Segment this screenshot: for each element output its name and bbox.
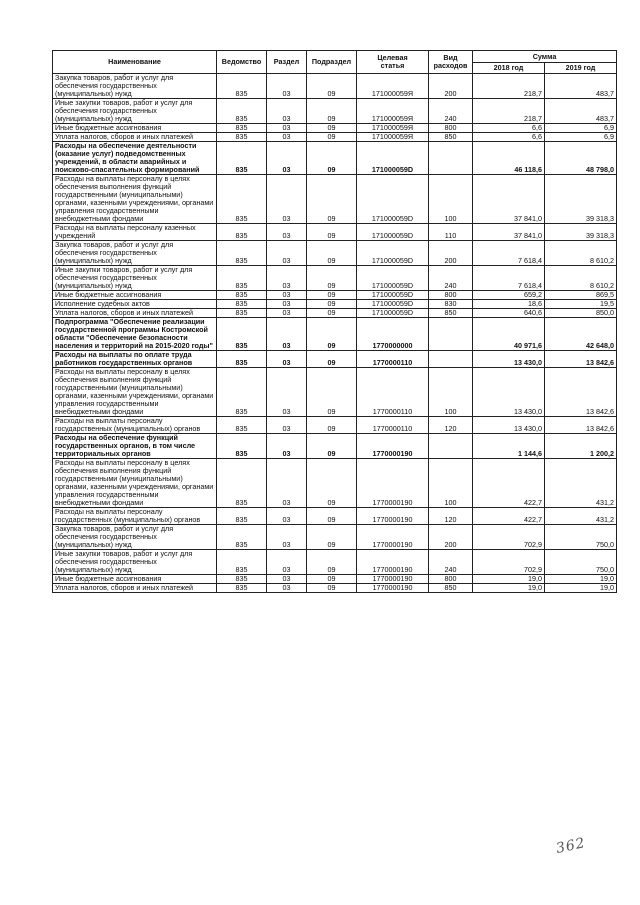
cell-vid: 830 [429, 300, 473, 309]
cell-s1: 6,6 [473, 133, 545, 142]
cell-razd: 03 [267, 508, 307, 525]
table-row [53, 417, 617, 434]
cell-podr: 09 [307, 550, 357, 575]
cell-podr: 09 [307, 417, 357, 434]
cell-name: Подпрограмма "Обеспечение реализации государственной программы Костромской области "Обеспечение безопасности населения и территорий на 2015-2020 годы" [53, 318, 217, 351]
cell-vid: 200 [429, 241, 473, 266]
cell-razd: 03 [267, 575, 307, 584]
header-summa: Сумма [473, 51, 617, 63]
cell-podr: 09 [307, 351, 357, 368]
table-row [53, 309, 617, 318]
cell-vid: 800 [429, 124, 473, 133]
cell-name: Иные бюджетные ассигнования [53, 124, 217, 133]
cell-razd: 03 [267, 74, 307, 99]
cell-name: Исполнение судебных актов [53, 300, 217, 309]
cell-ved: 835 [217, 417, 267, 434]
cell-ved: 835 [217, 224, 267, 241]
cell-razd: 03 [267, 300, 307, 309]
table-row [53, 550, 617, 575]
cell-vid: 120 [429, 417, 473, 434]
table-row [53, 142, 617, 175]
cell-podr: 09 [307, 309, 357, 318]
cell-s1: 218,7 [473, 99, 545, 124]
header-vid-line1: Вид [443, 53, 458, 62]
cell-s1: 13 430,0 [473, 368, 545, 417]
cell-ved: 835 [217, 300, 267, 309]
cell-name: Закупка товаров, работ и услуг для обеспечения государственных (муниципальных) нужд [53, 241, 217, 266]
cell-cel: 1770000190 [357, 550, 429, 575]
cell-cel: 1770000190 [357, 459, 429, 508]
cell-cel: 171000059D [357, 309, 429, 318]
cell-name: Уплата налогов, сборов и иных платежей [53, 133, 217, 142]
cell-s1: 659,2 [473, 291, 545, 300]
cell-s1: 1 144,6 [473, 434, 545, 459]
cell-ved: 835 [217, 142, 267, 175]
cell-name: Иные бюджетные ассигнования [53, 291, 217, 300]
cell-razd: 03 [267, 124, 307, 133]
cell-s1: 640,6 [473, 309, 545, 318]
cell-podr: 09 [307, 142, 357, 175]
table-row [53, 241, 617, 266]
cell-name: Расходы на выплаты по оплате труда работников государственных органов [53, 351, 217, 368]
cell-vid: 100 [429, 368, 473, 417]
cell-s2: 39 318,3 [545, 175, 617, 224]
header-celevaya-line2: статья [380, 61, 405, 70]
cell-ved: 835 [217, 508, 267, 525]
cell-name: Расходы на выплаты персоналу в целях обеспечения выполнения функций государственными (муниципальными) органами, казенными учреждениями, органами управления государственными внебюджетными фондами [53, 459, 217, 508]
cell-ved: 835 [217, 351, 267, 368]
cell-s2: 42 648,0 [545, 318, 617, 351]
table-row [53, 74, 617, 99]
cell-name: Расходы на выплаты персоналу казенных учреждений [53, 224, 217, 241]
cell-cel: 1770000000 [357, 318, 429, 351]
cell-podr: 09 [307, 266, 357, 291]
header-year2: 2019 год [545, 63, 617, 74]
cell-name: Закупка товаров, работ и услуг для обеспечения государственных (муниципальных) нужд [53, 525, 217, 550]
cell-vid [429, 351, 473, 368]
table-row [53, 525, 617, 550]
cell-cel: 1770000190 [357, 584, 429, 593]
cell-razd: 03 [267, 241, 307, 266]
cell-ved: 835 [217, 291, 267, 300]
cell-s2: 431,2 [545, 459, 617, 508]
header-celevaya-line1: Целевая [377, 53, 408, 62]
table-row [53, 351, 617, 368]
cell-podr: 09 [307, 508, 357, 525]
table-row [53, 224, 617, 241]
cell-cel: 1770000110 [357, 351, 429, 368]
cell-vid [429, 434, 473, 459]
cell-s1: 422,7 [473, 459, 545, 508]
cell-cel: 171000059D [357, 266, 429, 291]
cell-podr: 09 [307, 133, 357, 142]
cell-s2: 19,0 [545, 584, 617, 593]
table-row [53, 300, 617, 309]
cell-razd: 03 [267, 175, 307, 224]
cell-cel: 1770000190 [357, 525, 429, 550]
cell-name: Расходы на выплаты персоналу государственных (муниципальных) органов [53, 417, 217, 434]
cell-s1: 46 118,6 [473, 142, 545, 175]
header-vedomstvo: Ведомство [217, 51, 267, 74]
cell-podr: 09 [307, 525, 357, 550]
table-row [53, 175, 617, 224]
cell-name: Расходы на выплаты персоналу государственных (муниципальных) органов [53, 508, 217, 525]
cell-s2: 1 200,2 [545, 434, 617, 459]
cell-name: Закупка товаров, работ и услуг для обеспечения государственных (муниципальных) нужд [53, 74, 217, 99]
cell-s2: 483,7 [545, 99, 617, 124]
table-row [53, 459, 617, 508]
cell-razd: 03 [267, 266, 307, 291]
cell-s2: 13 842,6 [545, 351, 617, 368]
cell-podr: 09 [307, 584, 357, 593]
cell-s2: 13 842,6 [545, 368, 617, 417]
cell-ved: 835 [217, 459, 267, 508]
table-header [53, 51, 617, 74]
cell-podr: 09 [307, 575, 357, 584]
cell-s2: 19,0 [545, 575, 617, 584]
cell-razd: 03 [267, 318, 307, 351]
table-row [53, 508, 617, 525]
cell-cel: 171000059Я [357, 74, 429, 99]
cell-cel: 171000059D [357, 300, 429, 309]
table-row [53, 124, 617, 133]
cell-vid: 240 [429, 266, 473, 291]
cell-s2: 13 842,6 [545, 417, 617, 434]
cell-cel: 171000059D [357, 241, 429, 266]
table-row [53, 318, 617, 351]
cell-cel: 1770000110 [357, 368, 429, 417]
cell-podr: 09 [307, 224, 357, 241]
cell-ved: 835 [217, 525, 267, 550]
cell-razd: 03 [267, 434, 307, 459]
table-row [53, 434, 617, 459]
header-razdel: Раздел [267, 51, 307, 74]
cell-vid: 200 [429, 74, 473, 99]
cell-podr: 09 [307, 291, 357, 300]
cell-s1: 702,9 [473, 525, 545, 550]
cell-vid: 100 [429, 175, 473, 224]
cell-s1: 702,9 [473, 550, 545, 575]
cell-s2: 750,0 [545, 525, 617, 550]
cell-vid: 240 [429, 550, 473, 575]
cell-podr: 09 [307, 124, 357, 133]
cell-s1: 13 430,0 [473, 351, 545, 368]
cell-s1: 7 618,4 [473, 241, 545, 266]
cell-ved: 835 [217, 124, 267, 133]
header-vid-line2: расходов [433, 61, 468, 70]
cell-s1: 13 430,0 [473, 417, 545, 434]
cell-cel: 171000059D [357, 291, 429, 300]
cell-vid: 850 [429, 309, 473, 318]
cell-ved: 835 [217, 550, 267, 575]
cell-name: Иные бюджетные ассигнования [53, 575, 217, 584]
cell-vid [429, 318, 473, 351]
table-row [53, 575, 617, 584]
cell-podr: 09 [307, 434, 357, 459]
cell-razd: 03 [267, 525, 307, 550]
cell-cel: 171000059D [357, 175, 429, 224]
cell-cel: 1770000190 [357, 434, 429, 459]
cell-razd: 03 [267, 309, 307, 318]
cell-s1: 218,7 [473, 74, 545, 99]
header-celevaya [357, 51, 429, 74]
cell-s2: 869,5 [545, 291, 617, 300]
cell-razd: 03 [267, 224, 307, 241]
cell-cel: 171000059Я [357, 124, 429, 133]
cell-cel: 1770000190 [357, 575, 429, 584]
table-row [53, 99, 617, 124]
header-name: Наименование [53, 51, 217, 74]
budget-table [52, 50, 617, 593]
cell-vid: 800 [429, 575, 473, 584]
cell-s2: 19,5 [545, 300, 617, 309]
cell-vid: 100 [429, 459, 473, 508]
cell-razd: 03 [267, 417, 307, 434]
cell-razd: 03 [267, 291, 307, 300]
cell-vid [429, 142, 473, 175]
cell-cel: 171000059D [357, 224, 429, 241]
cell-ved: 835 [217, 99, 267, 124]
cell-vid: 850 [429, 133, 473, 142]
table-row [53, 133, 617, 142]
cell-s1: 40 971,6 [473, 318, 545, 351]
cell-podr: 09 [307, 318, 357, 351]
cell-razd: 03 [267, 459, 307, 508]
cell-vid: 850 [429, 584, 473, 593]
cell-ved: 835 [217, 318, 267, 351]
cell-name: Иные закупки товаров, работ и услуг для обеспечения государственных (муниципальных) нужд [53, 99, 217, 124]
cell-podr: 09 [307, 175, 357, 224]
cell-razd: 03 [267, 584, 307, 593]
cell-razd: 03 [267, 99, 307, 124]
cell-cel: 1770000110 [357, 417, 429, 434]
page-number-mark: 362 [554, 835, 588, 857]
cell-name: Расходы на обеспечение деятельности (оказание услуг) подведомственных учреждений, в области аварийных и поисково-спасательных формирований [53, 142, 217, 175]
table-row [53, 266, 617, 291]
cell-cel: 171000059D [357, 142, 429, 175]
cell-s2: 39 318,3 [545, 224, 617, 241]
cell-ved: 835 [217, 74, 267, 99]
cell-s1: 37 841,0 [473, 175, 545, 224]
cell-s2: 8 610,2 [545, 241, 617, 266]
cell-s2: 750,0 [545, 550, 617, 575]
cell-ved: 835 [217, 584, 267, 593]
cell-s2: 431,2 [545, 508, 617, 525]
cell-name: Иные закупки товаров, работ и услуг для обеспечения государственных (муниципальных) нужд [53, 550, 217, 575]
cell-cel: 1770000190 [357, 508, 429, 525]
cell-cel: 171000059Я [357, 99, 429, 124]
cell-vid: 200 [429, 525, 473, 550]
cell-name: Уплата налогов, сборов и иных платежей [53, 309, 217, 318]
header-vid [429, 51, 473, 74]
cell-cel: 171000059Я [357, 133, 429, 142]
cell-ved: 835 [217, 266, 267, 291]
cell-vid: 240 [429, 99, 473, 124]
cell-s2: 483,7 [545, 74, 617, 99]
cell-podr: 09 [307, 99, 357, 124]
cell-vid: 110 [429, 224, 473, 241]
cell-razd: 03 [267, 368, 307, 417]
cell-name: Расходы на обеспечение функций государственных органов, в том числе территориальных органов [53, 434, 217, 459]
cell-name: Уплата налогов, сборов и иных платежей [53, 584, 217, 593]
cell-s2: 6,9 [545, 133, 617, 142]
cell-s1: 19,0 [473, 575, 545, 584]
cell-podr: 09 [307, 241, 357, 266]
cell-ved: 835 [217, 434, 267, 459]
cell-razd: 03 [267, 550, 307, 575]
cell-razd: 03 [267, 133, 307, 142]
cell-ved: 835 [217, 309, 267, 318]
cell-s2: 8 610,2 [545, 266, 617, 291]
cell-vid: 800 [429, 291, 473, 300]
cell-s1: 19,0 [473, 584, 545, 593]
header-podrazdel: Подраздел [307, 51, 357, 74]
cell-name: Иные закупки товаров, работ и услуг для обеспечения государственных (муниципальных) нужд [53, 266, 217, 291]
table-row [53, 584, 617, 593]
cell-ved: 835 [217, 575, 267, 584]
table-row [53, 368, 617, 417]
cell-s2: 850,0 [545, 309, 617, 318]
cell-s1: 7 618,4 [473, 266, 545, 291]
cell-ved: 835 [217, 368, 267, 417]
cell-podr: 09 [307, 74, 357, 99]
cell-razd: 03 [267, 351, 307, 368]
cell-razd: 03 [267, 142, 307, 175]
cell-ved: 835 [217, 133, 267, 142]
cell-s1: 6,6 [473, 124, 545, 133]
header-year1: 2018 год [473, 63, 545, 74]
cell-podr: 09 [307, 459, 357, 508]
cell-ved: 835 [217, 241, 267, 266]
cell-podr: 09 [307, 300, 357, 309]
cell-s1: 37 841,0 [473, 224, 545, 241]
cell-s2: 48 798,0 [545, 142, 617, 175]
cell-podr: 09 [307, 368, 357, 417]
cell-vid: 120 [429, 508, 473, 525]
cell-s2: 6,9 [545, 124, 617, 133]
cell-s1: 422,7 [473, 508, 545, 525]
cell-name: Расходы на выплаты персоналу в целях обеспечения выполнения функций государственными (муниципальными) органами, казенными учреждениями, органами управления государственными внебюджетными фондами [53, 175, 217, 224]
cell-ved: 835 [217, 175, 267, 224]
cell-name: Расходы на выплаты персоналу в целях обеспечения выполнения функций государственными (муниципальными) органами, казенными учреждениями, органами управления государственными внебюджетными фондами [53, 368, 217, 417]
table-row [53, 291, 617, 300]
table-body [53, 74, 617, 593]
cell-s1: 18,6 [473, 300, 545, 309]
